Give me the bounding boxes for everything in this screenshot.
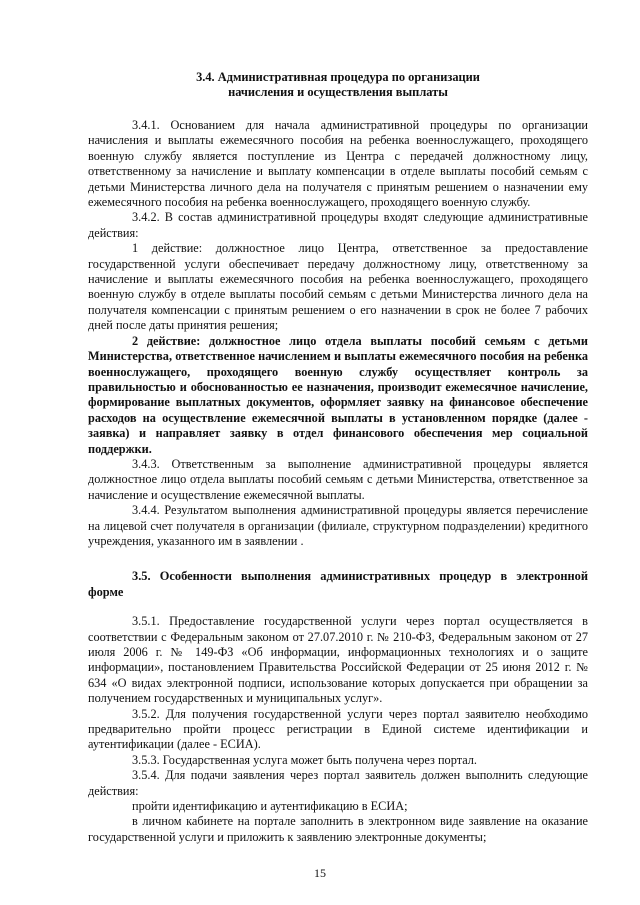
paragraph-3-5-4: 3.5.4. Для подачи заявления через портал заявитель должен выполнить следующие действия: [88,768,588,798]
section-3-4-title [88,70,588,100]
section-3-5-title: 3.5. Особенности выполнения административных процедур в электронной форме [88,569,588,599]
paragraph-3-4-4: 3.4.4. Результатом выполнения административной процедуры является перечисление на лицевой счет получателя в организации (филиале, структурном подразделении) кредитного учреждения, указанного им в заявлении . [88,503,588,548]
paragraph-3-5-1: 3.5.1. Предоставление государственной услуги через портал осуществляется в соответствии с Федеральным законом от 27.07.2010 г. № 210-ФЗ, Федеральным законом от 27 июля 2006 г. № 149-ФЗ «Об информации, информационных технологиях и о защите информации», постановлением Правительства Российской Федерации от 25 июня 2012 г. № 634 «О видах электронной подписи, использование которых допускается при обращении за получением государственных и муниципальных услуг». [88,614,588,706]
paragraph-esia-step: пройти идентификацию и аутентификацию в ЕСИА; [132,799,408,814]
paragraph-cabinet-step: в личном кабинете на портале заполнить в электронном виде заявление на оказание государственной услуги и приложить к заявлению электронные документы; [88,814,588,844]
paragraph-3-4-2: 3.4.2. В состав административной процедуры входят следующие административные действия: [88,210,588,240]
paragraph-action-1: 1 действие: должностное лицо Центра, ответственное за предоставление государственной услуги обеспечивает передачу должностному лицу, ответственному за начисление и выплаты ежемесячного пособия на ребенка военнослужащего, проходящего военную службу в отделе выплаты пособий семьям с детьми Министерства личного дела на получателя компенсации с принятым решением о его назначении в срок не более 7 рабочих дней после даты принятия решения; [88,241,588,333]
paragraph-3-5-3: 3.5.3. Государственная услуга может быть получена через портал. [132,752,477,767]
paragraph-3-4-3: 3.4.3. Ответственным за выполнение административной процедуры является должностное лицо отдела выплаты пособий семьям с детьми Министерства, ответственное за начисление и осуществление ежемесячной выплаты. [88,456,588,502]
page-content [88,70,588,845]
section-3-4-title-line2: начисления и осуществления выплаты [228,85,448,99]
paragraph-3-4-1: 3.4.1. Основанием для начала административной процедуры по организации начисления и выплаты ежемесячного пособия на ребенка военнослужащего, проходящего военную службу является поступление из Центра с передачей должностному лицу, ответственному за начисление и выплату компенсации в отделе выплаты пособий семьям с детьми Министерства личного дела на получателя с принятым решением о назначении ему ежемесячного пособия на ребенка военнослужащего, проходящего военную службу. [88,118,588,210]
page-number: 15 [314,866,326,880]
paragraph-action-2: 2 действие: должностное лицо отдела выплаты пособий семьям с детьми Министерства, ответственное начислением и выплаты ежемесячного пособия на ребенка военнослужащего, проходящего военную службу осуществляет контроль за правильностью и обоснованностью ее назначения, производит ежемесячное начисление, формирование выплатных документов, оформляет заявку на финансовое обеспечение расходов на осуществление ежемесячной выплаты в установленном порядке (далее - заявка) и направляет заявку в отдел финансового обеспечения мер социальной поддержки. [88,333,588,456]
section-3-4-title-line1: 3.4. Административная процедура по организации [196,70,480,84]
paragraph-3-5-2: 3.5.2. Для получения государственной услуги через портал заявителю необходимо предварительно пройти процесс регистрации в Единой системе идентификации и аутентификации (далее - ЕСИА). [88,706,588,752]
